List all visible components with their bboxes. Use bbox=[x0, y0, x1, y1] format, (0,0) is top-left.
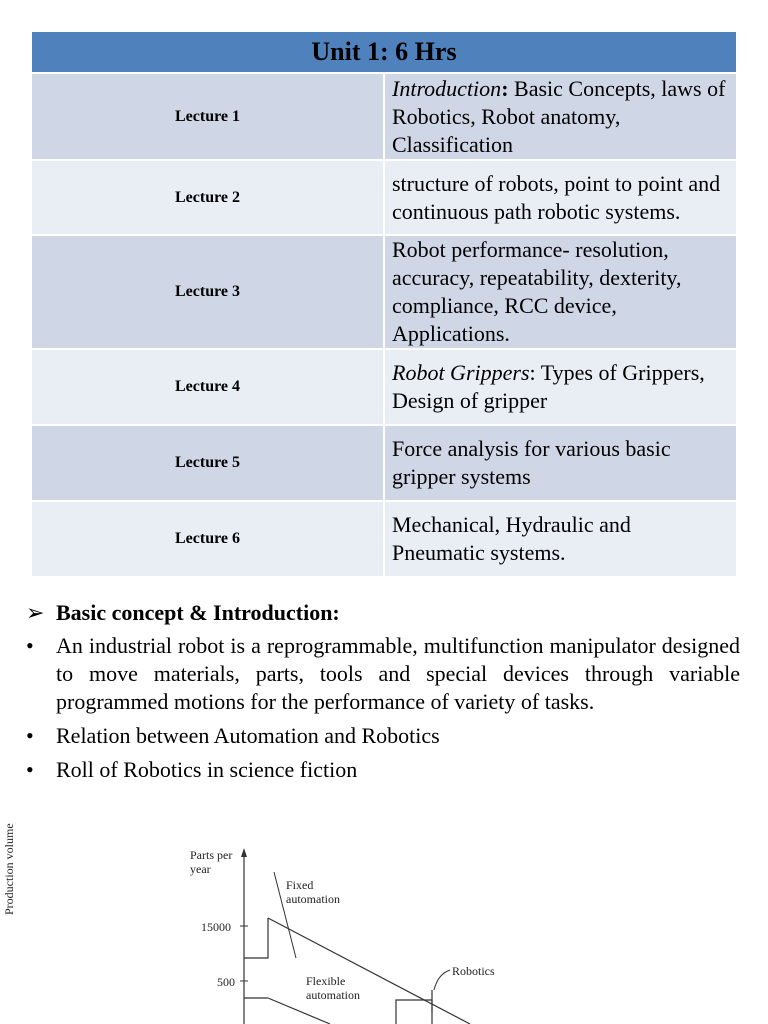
section-heading bbox=[26, 599, 340, 627]
flexible-automation-label: Flexible automation bbox=[306, 974, 360, 1002]
bullet-list bbox=[26, 632, 740, 790]
lecture-topic bbox=[384, 425, 736, 501]
topic-lead: Introduction bbox=[392, 75, 502, 101]
arrow-bullet-icon: ➢ bbox=[26, 600, 45, 625]
list-item-text: Relation between Automation and Robotics bbox=[56, 723, 440, 748]
topic-text: Basic Concepts, laws of Robotics, Robot anatomy, Classification bbox=[392, 75, 726, 157]
list-item bbox=[26, 756, 740, 784]
lecture-label: Lecture 2 bbox=[32, 160, 384, 235]
tick-label: 500 bbox=[217, 975, 235, 989]
topic-text: structure of robots, point to point and continuous path robotic systems. bbox=[392, 170, 721, 224]
table-row bbox=[32, 73, 736, 160]
lecture-label: Lecture 1 bbox=[32, 73, 384, 160]
list-item-text: An industrial robot is a reprogrammable, multifunction manipulator designed to move materials, parts, tools and special devices through variable programmed motions for the performance of variety of tasks. bbox=[56, 633, 740, 714]
lecture-topic bbox=[384, 235, 736, 349]
lecture-label: Lecture 3 bbox=[32, 235, 384, 349]
topic-text: Mechanical, Hydraulic and Pneumatic systems. bbox=[392, 512, 631, 565]
table-row bbox=[32, 160, 736, 235]
lecture-topic bbox=[384, 349, 736, 425]
tick-label: 15000 bbox=[201, 920, 231, 934]
fixed-automation-label: Fixed automation bbox=[286, 878, 340, 906]
y-axis-label: Production volume bbox=[2, 823, 16, 915]
y-axis-title: Parts per year bbox=[190, 848, 233, 876]
lecture-label: Lecture 5 bbox=[32, 425, 384, 501]
section-heading-text: Basic concept & Introduction: bbox=[56, 600, 340, 625]
topic-separator: : bbox=[529, 360, 541, 385]
table-row bbox=[32, 235, 736, 349]
bullet-dot-icon: • bbox=[26, 633, 34, 658]
unit-schedule-table bbox=[32, 32, 736, 578]
table-row bbox=[32, 349, 736, 425]
topic-text: Force analysis for various basic gripper systems bbox=[392, 436, 671, 489]
list-item bbox=[26, 632, 740, 716]
table-row bbox=[32, 501, 736, 577]
lecture-topic bbox=[384, 73, 736, 160]
automation-volume-figure bbox=[170, 840, 590, 1024]
lecture-label: Lecture 6 bbox=[32, 501, 384, 577]
bullet-dot-icon: • bbox=[26, 723, 34, 748]
topic-separator: : bbox=[501, 75, 515, 101]
topic-lead: Robot Grippers bbox=[392, 360, 530, 385]
list-item bbox=[26, 722, 740, 750]
topic-text: Types of Grippers, Design of gripper bbox=[392, 360, 705, 413]
bullet-dot-icon: • bbox=[26, 757, 34, 782]
lecture-label: Lecture 4 bbox=[32, 349, 384, 425]
lecture-topic bbox=[384, 501, 736, 577]
robotics-label: Robotics bbox=[452, 964, 495, 978]
topic-text: Robot performance- resolution, accuracy, repeatability, dexterity, compliance, RCC device, Applications. bbox=[392, 237, 682, 346]
table-title: Unit 1: 6 Hrs bbox=[32, 32, 736, 73]
lecture-topic bbox=[384, 160, 736, 235]
table-row bbox=[32, 425, 736, 501]
list-item-text: Roll of Robotics in science fiction bbox=[56, 757, 358, 782]
